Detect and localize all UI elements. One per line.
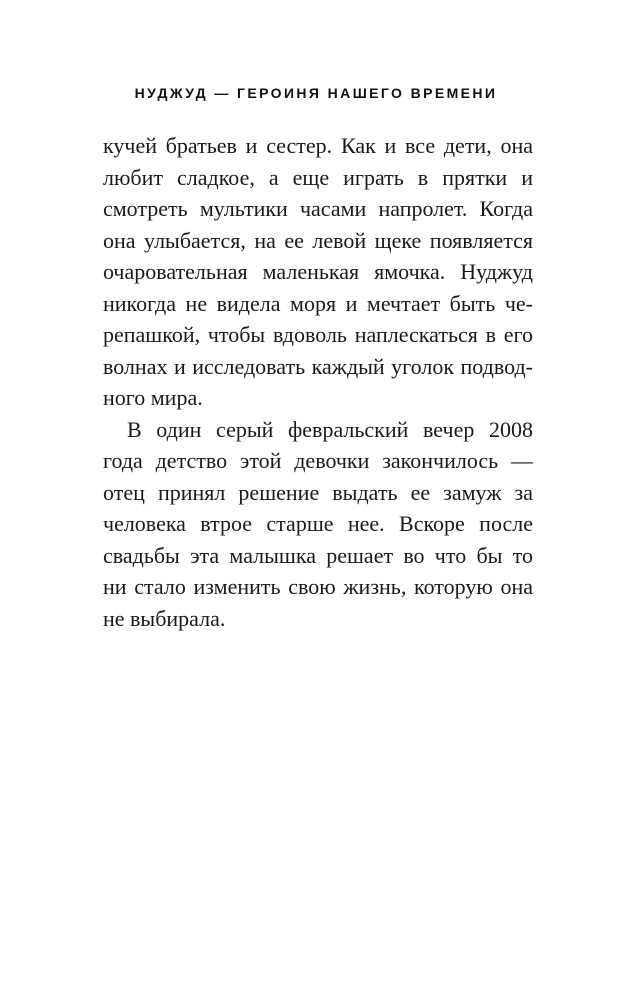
text-line: человека втрое старше нее. Вскоре после <box>103 511 533 536</box>
text-line: свадьбы эта малышка решает во что бы то <box>103 542 533 568</box>
text-line: кучей братьев и сестер. Как и все дети, она <box>103 133 533 158</box>
text-line: репашкой, чтобы вдоволь наплескаться в его <box>103 322 533 347</box>
running-head: НУДЖУД — ГЕРОИНЯ НАШЕГО ВРЕМЕНИ <box>134 85 498 101</box>
text-line: любит сладкое, а еще играть в прятки и <box>103 164 533 190</box>
text-line: очаровательная маленькая ямочка. Нуджуд <box>103 259 533 284</box>
text-line: она улыбается, на ее левой щеке появляется <box>103 227 533 253</box>
paragraph-1 <box>103 130 533 414</box>
paragraph-2 <box>103 414 533 635</box>
body-text <box>103 130 533 634</box>
text-line: года детство этой девочки закончилось — <box>103 448 533 473</box>
text-line: волнах и исследовать каждый уголок подвод- <box>103 353 533 379</box>
text-line: никогда не видела моря и мечтает быть че- <box>103 290 533 316</box>
text-line: смотреть мультики часами напролет. Когда <box>103 196 533 221</box>
text-line: отец принял решение выдать ее замуж за <box>103 479 533 505</box>
text-line: не выбирала. <box>103 605 226 631</box>
text-line: ного мира. <box>103 385 203 410</box>
text-line: ни стало изменить свою жизнь, которую она <box>103 574 533 599</box>
text-line: В один серый февральский вечер 2008 <box>127 416 533 442</box>
